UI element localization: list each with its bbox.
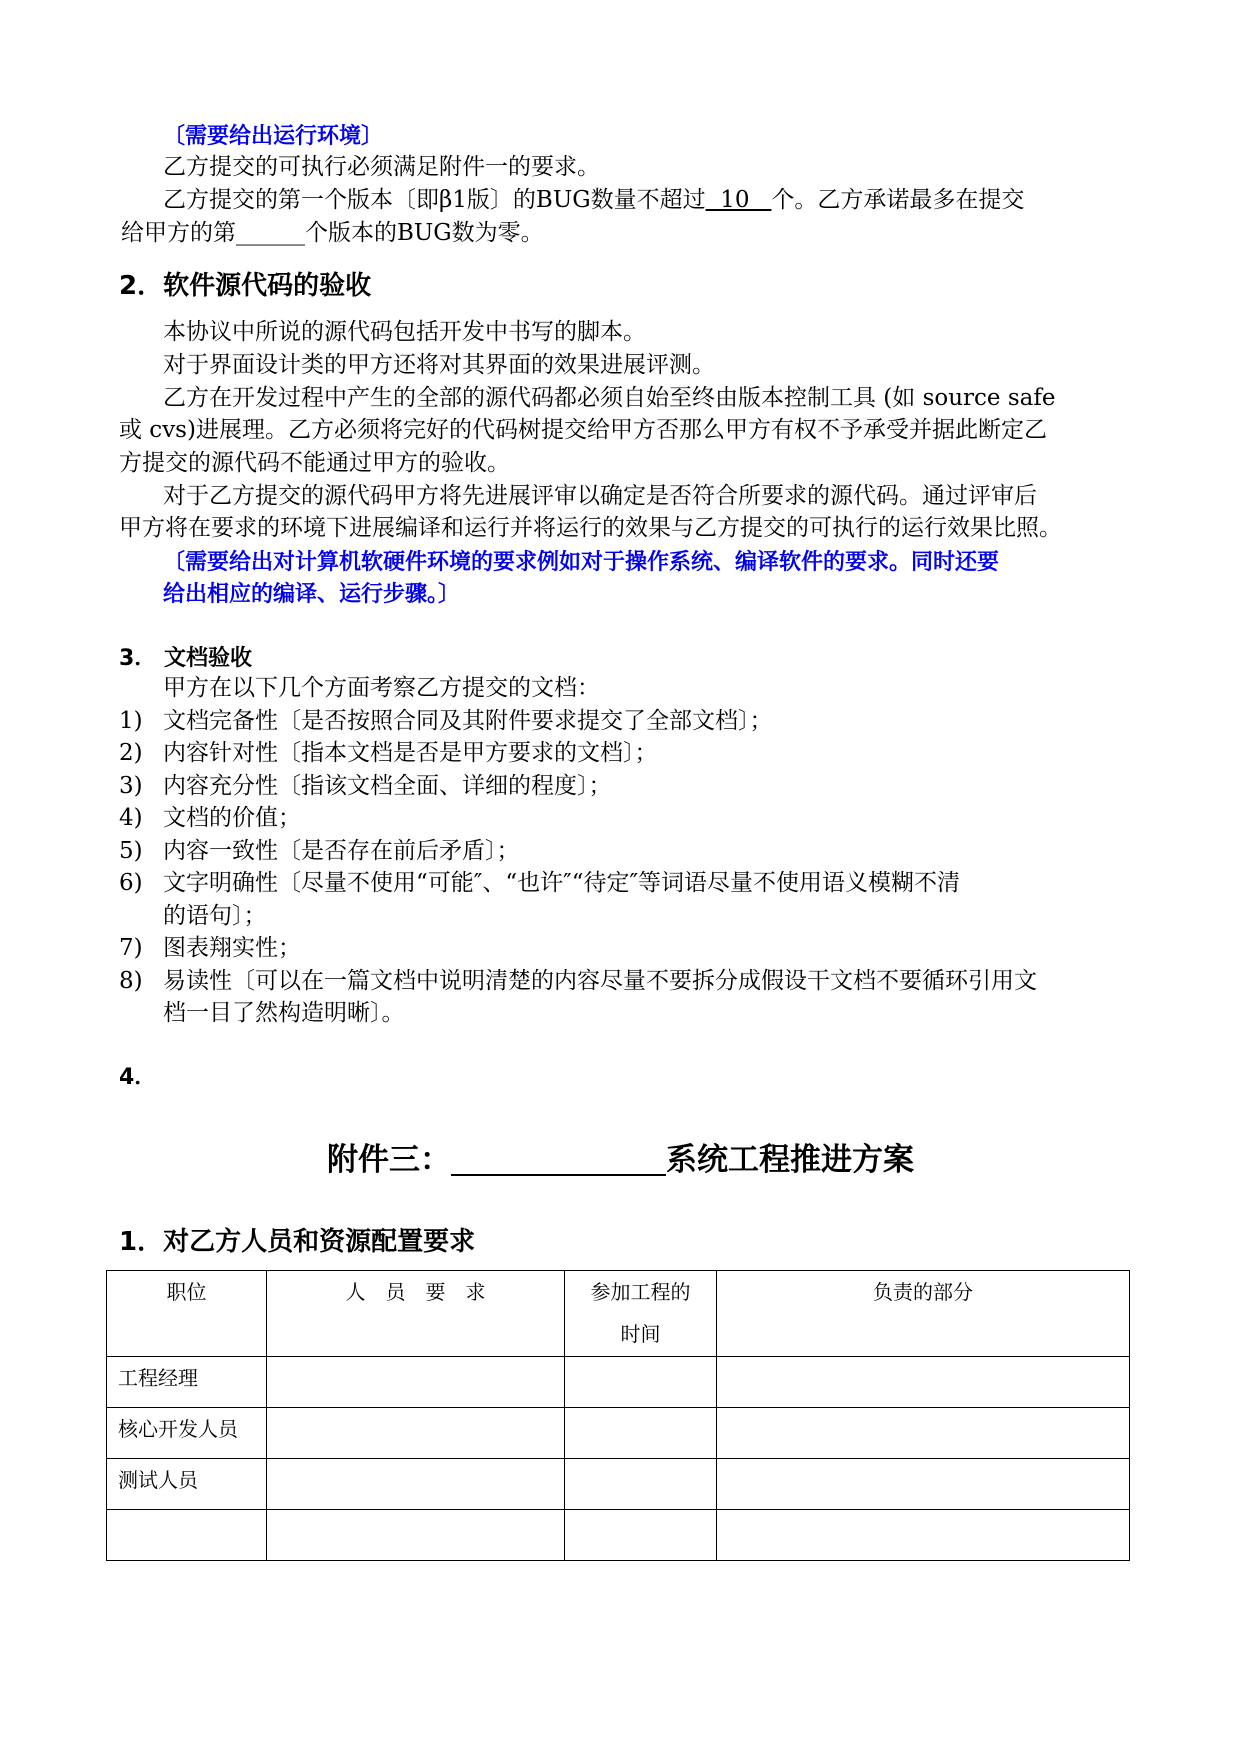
paragraph-exec-requirement: 乙方提交的可执行必须满足附件一的要求。 bbox=[163, 154, 600, 180]
list-item bbox=[119, 835, 520, 868]
table-row bbox=[107, 1510, 1130, 1561]
header-time: 参加工程的 时间 bbox=[565, 1271, 717, 1357]
list-item-number: 2) bbox=[119, 740, 143, 766]
list-item-text: 文档完备性〔是否按照合同及其附件要求提交了全部文档〕； bbox=[163, 708, 773, 734]
cell-position: 工程经理 bbox=[107, 1357, 267, 1408]
section-4-heading: 4． bbox=[119, 1065, 157, 1090]
bug-line2-blank: ______ bbox=[236, 220, 305, 246]
cell-time[interactable] bbox=[565, 1459, 717, 1510]
list-item bbox=[119, 965, 1037, 998]
list-item-text: 图表翔实性； bbox=[163, 935, 301, 961]
staff-table bbox=[106, 1270, 1130, 1561]
note-run-env: 〔需要给出运行环境〕 bbox=[163, 124, 384, 149]
cell-requirement[interactable] bbox=[267, 1357, 565, 1408]
list-item-text: 内容针对性〔指本文档是否是甲方要求的文档〕； bbox=[163, 740, 658, 766]
appendix-title-prefix: 附件三： bbox=[327, 1142, 451, 1178]
cell-responsible[interactable] bbox=[717, 1408, 1130, 1459]
section-2-paragraph-2: 对于界面设计类的甲方还将对其界面的效果进展评测。 bbox=[163, 352, 715, 378]
list-item-text: 内容充分性〔指该文档全面、详细的程度〕； bbox=[163, 773, 612, 799]
cell-time[interactable] bbox=[565, 1408, 717, 1459]
cell-position: 核心开发人员 bbox=[107, 1408, 267, 1459]
list-item-text: 内容一致性〔是否存在前后矛盾〕； bbox=[163, 838, 520, 864]
section-2-note-line-2: 给出相应的编译、运行步骤。〕 bbox=[163, 582, 461, 607]
section-2-paragraph-3-line-2: 或 cvs)进展理。乙方必须将完好的代码树提交给甲方否那么甲方有权不予承受并据此断定乙 bbox=[119, 417, 1047, 443]
appendix-title-blank bbox=[451, 1144, 666, 1176]
table-row bbox=[107, 1459, 1130, 1510]
appendix-title bbox=[0, 1134, 1241, 1179]
header-responsible: 负责的部分 bbox=[717, 1271, 1130, 1357]
bug-line1-text-a: 乙方提交的第一个版本〔即β1版〕的BUG数量不超过 bbox=[163, 187, 706, 213]
staff-heading: 1．对乙方人员和资源配置要求 bbox=[119, 1227, 476, 1257]
bug-line2-text-b: 个版本的BUG数为零。 bbox=[305, 220, 544, 246]
section-2-paragraph-4-line-2: 甲方将在要求的环境下进展编译和运行并将运行的效果与乙方提交的可执行的运行效果比照。 bbox=[119, 515, 1062, 541]
list-item bbox=[119, 932, 301, 965]
list-item-number: 8) bbox=[119, 968, 143, 994]
bug-line1-text-b: 个。乙方承诺最多在提交 bbox=[771, 187, 1025, 213]
list-item bbox=[119, 900, 267, 933]
list-item bbox=[119, 997, 405, 1030]
list-item-text: 的语句〕； bbox=[163, 903, 267, 929]
cell-responsible[interactable] bbox=[717, 1510, 1130, 1561]
list-item-text: 文字明确性〔尽量不使用“可能″、“也许″“待定″等词语尽量不使用语义模糊不清 bbox=[163, 870, 961, 896]
list-item bbox=[119, 802, 301, 835]
list-item-text: 档一目了然构造明晰〕。 bbox=[163, 1000, 405, 1026]
cell-position[interactable] bbox=[107, 1510, 267, 1561]
list-item bbox=[119, 867, 960, 900]
list-item-number: 3) bbox=[119, 773, 143, 799]
list-item-text: 易读性〔可以在一篇文档中说明清楚的内容尽量不要拆分成假设干文档不要循环引用文 bbox=[163, 968, 1037, 994]
header-position: 职位 bbox=[107, 1271, 267, 1357]
list-item-number: 5) bbox=[119, 838, 143, 864]
list-item-number: 1) bbox=[119, 708, 143, 734]
cell-time[interactable] bbox=[565, 1510, 717, 1561]
list-item-number: 7) bbox=[119, 935, 143, 961]
list-item-number: 4) bbox=[119, 805, 143, 831]
cell-requirement[interactable] bbox=[267, 1459, 565, 1510]
list-item bbox=[119, 737, 658, 770]
bug-count: 10 bbox=[705, 187, 772, 213]
section-2-note-line-1: 〔需要给出对计算机软硬件环境的要求例如对于操作系统、编译软件的要求。同时还要 bbox=[163, 550, 1000, 575]
table-header-row bbox=[107, 1271, 1130, 1357]
list-item bbox=[119, 705, 773, 738]
cell-responsible[interactable] bbox=[717, 1459, 1130, 1510]
bug-line2-text-a: 给甲方的第 bbox=[121, 220, 236, 246]
cell-time[interactable] bbox=[565, 1357, 717, 1408]
appendix-title-suffix: 系统工程推进方案 bbox=[666, 1142, 914, 1178]
section-3-intro: 甲方在以下几个方面考察乙方提交的文档： bbox=[163, 675, 600, 701]
cell-position: 测试人员 bbox=[107, 1459, 267, 1510]
section-2-paragraph-3-line-1: 乙方在开发过程中产生的全部的源代码都必须自始至终由版本控制工具 (如 source safe bbox=[163, 385, 1056, 411]
paragraph-bug-line-2 bbox=[121, 217, 544, 250]
section-2-paragraph-3-line-3: 方提交的源代码不能通过甲方的验收。 bbox=[119, 450, 510, 476]
cell-requirement[interactable] bbox=[267, 1510, 565, 1561]
cell-responsible[interactable] bbox=[717, 1357, 1130, 1408]
header-requirement: 人 员 要 求 bbox=[267, 1271, 565, 1357]
list-item bbox=[119, 770, 612, 803]
section-2-paragraph-4-line-1: 对于乙方提交的源代码甲方将先进展评审以确定是否符合所要求的源代码。通过评审后 bbox=[163, 483, 1037, 509]
list-item-text: 文档的价值； bbox=[163, 805, 301, 831]
table-row bbox=[107, 1357, 1130, 1408]
section-2-paragraph-1: 本协议中所说的源代码包括开发中书写的脚本。 bbox=[163, 319, 646, 345]
cell-requirement[interactable] bbox=[267, 1408, 565, 1459]
paragraph-bug-line-1 bbox=[163, 184, 1024, 217]
section-2-heading: 2．软件源代码的验收 bbox=[119, 271, 372, 301]
list-item-number: 6) bbox=[119, 870, 143, 896]
table-row bbox=[107, 1408, 1130, 1459]
section-3-heading: 3． 文档验收 bbox=[119, 646, 252, 671]
